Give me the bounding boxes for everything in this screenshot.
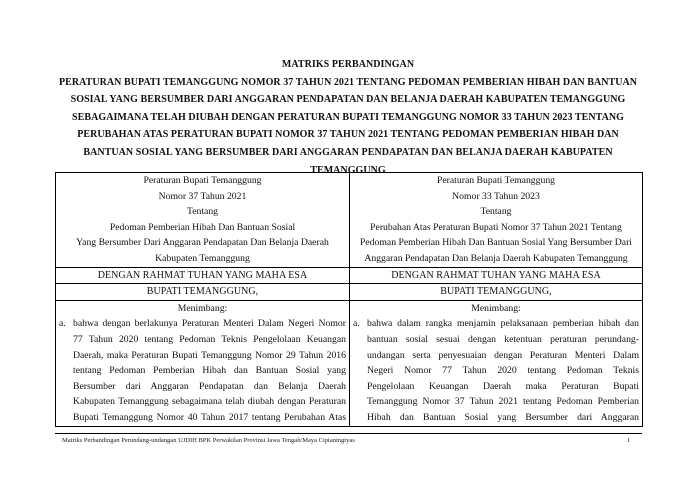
left-menimbang-label: Menimbang: (177, 302, 228, 314)
paragraph-line: Bupati Temanggung Nomor 40 Tahun 2017 tentang Perubahan Atas (73, 411, 346, 423)
right-bupati-cell: BUPATI TEMANGGUNG, (350, 284, 643, 301)
right-rahmat-cell: DENGAN RAHMAT TUHAN YANG MAHA ESA (350, 267, 643, 284)
item-marker: a. (353, 318, 360, 330)
right-menimbang-label: Menimbang: (471, 302, 521, 314)
paragraph-line: Kabupaten Temanggung sebagaimana telah diubah dengan Peraturan (73, 396, 346, 408)
table-row (56, 267, 643, 284)
left-consideration-item (59, 316, 346, 425)
footer-text: Matriks Perbandingan Perundang-undangan UJDIH BPK Perwakilan Provinsi Jawa Tengah/Maya Ciptaningtyas (62, 437, 355, 444)
paragraph-line: Bersumber dari Anggaran Pendapatan dan Belanja Daerah (73, 380, 346, 392)
left-bupati-cell: BUPATI TEMANGGUNG, (56, 284, 350, 301)
heading-line: MATRIKS PERBANDINGAN (281, 59, 415, 70)
right-header-line: Tentang (480, 206, 512, 218)
left-rahmat-cell: DENGAN RAHMAT TUHAN YANG MAHA ESA (56, 267, 350, 284)
paragraph-line: Negeri Nomor 77 Tahun 2020 tentang Pedoman Teknis (367, 365, 639, 377)
right-header-line: Nomor 33 Tahun 2023 (452, 190, 540, 202)
heading-line: BANTUAN SOSIAL YANG BERSUMBER DARI ANGGARAN PENDAPATAN DAN BELANJA DAERAH KABUPATEN (83, 146, 613, 158)
heading-line: SEBAGAIMANA TELAH DIUBAH DENGAN PERATURAN BUPATI TEMANGGUNG NOMOR 33 TAHUN 2023 TENTANG (72, 111, 624, 123)
paragraph-line: bahwa dengan berlakunya Peraturan Menteri Dalam Negeri Nomor (73, 318, 346, 330)
left-header-line: Peraturan Bupati Temanggung (143, 175, 262, 186)
right-header-cell (350, 173, 643, 268)
left-header-line: Tentang (186, 206, 219, 218)
right-header-line: Pedoman Pemberian Hibah Dan Bantuan Sosial Yang Bersumber Dari (359, 237, 632, 249)
paragraph-line: Hibah dan Bantuan Sosial yang Bersumber dari Anggaran (367, 411, 639, 423)
heading-line: SOSIAL YANG BERSUMBER DARI ANGGARAN PENDAPATAN DAN BELANJA DAERAH KABUPATEN TEMANGGUNG (70, 94, 626, 106)
table-row (56, 284, 643, 301)
page-number: 1 (627, 437, 631, 444)
item-paragraph (367, 316, 639, 425)
table-row (56, 300, 643, 426)
paragraph-line: undangan serta penyesuaian dengan Peraturan Menteri Dalam (367, 349, 639, 361)
left-header-line: Yang Bersumber Dari Anggaran Pendapatan Dan Belanja Daerah (76, 237, 329, 249)
item-paragraph (73, 316, 346, 425)
left-header-line: Pedoman Pemberian Hibah Dan Bantuan Sosial (109, 221, 296, 233)
left-header-line: Kabupaten Temanggung (155, 252, 250, 264)
right-header-line: Peraturan Bupati Temanggung (436, 175, 556, 186)
heading-line: PERUBAHAN ATAS PERATURAN BUPATI NOMOR 37 TAHUN 2021 TENTANG PEDOMAN PEMBERIAN HIBAH DAN (77, 129, 619, 141)
paragraph-line: bantuan sosial sesuai dengan ketentuan peraturan perundang- (367, 333, 639, 345)
right-header-line: Perubahan Atas Peraturan Bupati Nomor 37 Tahun 2021 Tentang (370, 221, 622, 233)
left-header-line: Nomor 37 Tahun 2021 (158, 190, 247, 202)
paragraph-line: 77 Tahun 2020 tentang Pedoman Teknis Pengelolaan Keuangan (73, 333, 346, 345)
right-menimbang-cell (350, 300, 643, 426)
heading-line: TEMANGGUNG (310, 164, 386, 176)
paragraph-line: bahwa dalam rangka menjamin pelaksanaan pemberian hibah dan (367, 318, 639, 330)
right-header-line: Anggaran Pendapatan Dan Belanja Daerah Kabupaten Temanggung (364, 252, 628, 264)
comparison-table (55, 172, 643, 427)
footer-divider (55, 433, 642, 434)
paragraph-line: Temanggung Nomor 37 Tahun 2021 tentang Pedoman Pemberian (367, 396, 639, 408)
paragraph-line: Daerah, maka Peraturan Bupati Temanggung Nomor 29 Tahun 2016 (73, 349, 346, 361)
paragraph-line: Pengelolaan Keuangan Daerah maka Peraturan Bupati (367, 380, 639, 392)
item-marker: a. (59, 318, 66, 330)
left-menimbang-cell (56, 300, 350, 426)
left-header-cell (56, 173, 350, 268)
right-consideration-item (353, 316, 639, 425)
heading-line: PERATURAN BUPATI TEMANGGUNG NOMOR 37 TAHUN 2021 TENTANG PEDOMAN PEMBERIAN HIBAH DAN BANTUAN (58, 76, 638, 88)
table-header-row (56, 173, 643, 268)
paragraph-line: tentang Pedoman Pemberian Hibah dan Bantuan Sosial yang (73, 365, 346, 377)
document-heading (40, 56, 656, 179)
